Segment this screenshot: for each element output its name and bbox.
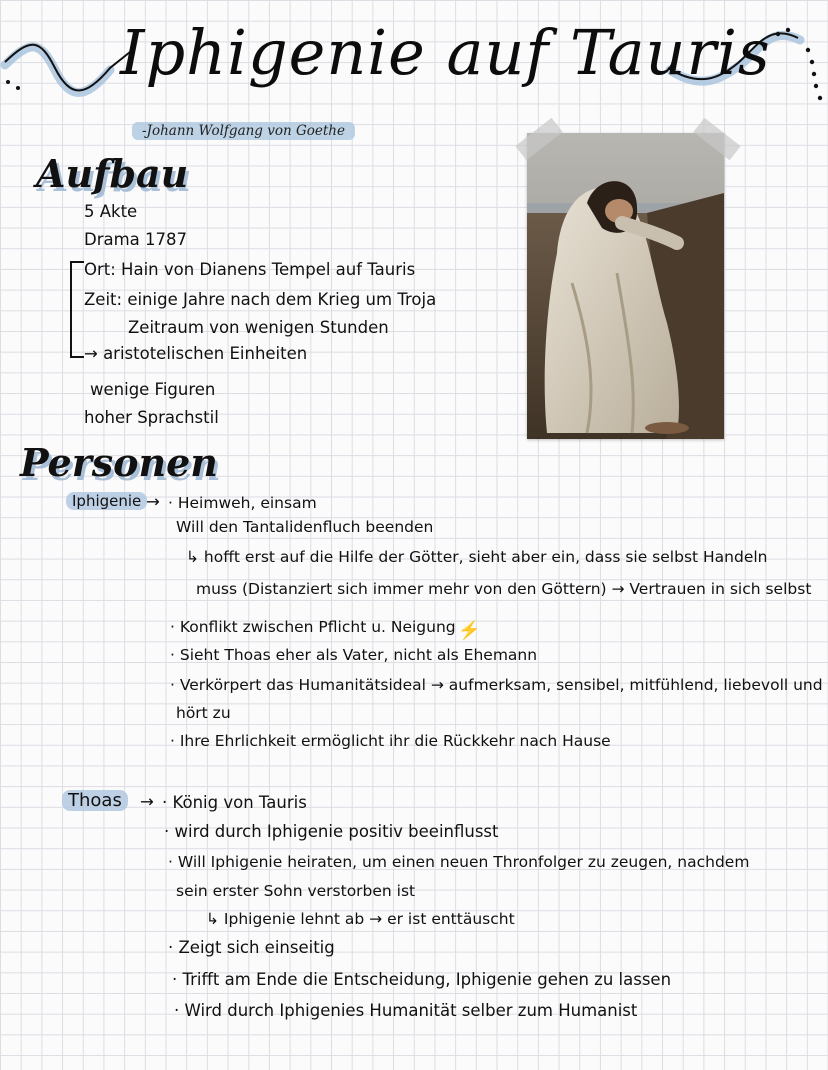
list-item: ↳ hofft erst auf die Hilfe der Götter, sieht aber ein, dass sie selbst Handeln — [186, 548, 768, 566]
list-item: · König von Tauris — [162, 793, 307, 812]
list-item: · Will Iphigenie heiraten, um einen neuen Thronfolger zu zeugen, nachdem — [168, 853, 750, 871]
list-item: wenige Figuren — [90, 380, 216, 399]
section-heading-aufbau: Aufbau — [36, 151, 189, 196]
list-item: Ort: Hain von Dianens Tempel auf Tauris — [84, 260, 416, 279]
list-item: · Verkörpert das Humanitätsideal → aufmerksam, sensibel, mitfühlend, liebevoll und — [170, 676, 823, 694]
list-item: Zeitraum von wenigen Stunden — [128, 318, 389, 337]
list-item: · Konflikt zwischen Pflicht u. Neigung — [170, 618, 456, 636]
arrow-icon: → — [140, 792, 154, 811]
list-item: → aristotelischen Einheiten — [84, 344, 308, 363]
list-item: sein erster Sohn verstorben ist — [176, 882, 416, 900]
section-heading-personen: Personen — [20, 440, 218, 485]
list-item: · Zeigt sich einseitig — [168, 938, 335, 957]
list-item: muss (Distanziert sich immer mehr von den Göttern) → Vertrauen in sich selbst — [196, 580, 812, 598]
list-item: ↳ Iphigenie lehnt ab → er ist enttäuscht — [206, 910, 515, 928]
list-item: hört zu — [176, 704, 231, 722]
list-item: Zeit: einige Jahre nach dem Krieg um Troja — [84, 290, 437, 309]
arrow-icon: → — [146, 492, 160, 511]
character-label-iphigenie: Iphigenie — [66, 492, 147, 510]
list-item: · wird durch Iphigenie positiv beeinflusst — [164, 822, 499, 841]
list-item: hoher Sprachstil — [84, 408, 219, 427]
character-label-thoas: Thoas — [62, 790, 128, 811]
list-item: · Heimweh, einsam — [168, 494, 317, 512]
page-title: Iphigenie auf Tauris — [120, 16, 771, 89]
list-item: 5 Akte — [84, 202, 138, 221]
list-item: · Trifft am Ende die Entscheidung, Iphigenie gehen zu lassen — [172, 970, 672, 989]
list-item: · Ihre Ehrlichkeit ermöglicht ihr die Rückkehr nach Hause — [170, 732, 611, 750]
list-item: · Sieht Thoas eher als Vater, nicht als Ehemann — [170, 646, 538, 664]
list-item: Drama 1787 — [84, 230, 188, 249]
lightning-icon: ⚡ — [458, 620, 481, 641]
list-item: Will den Tantalidenfluch beenden — [176, 518, 434, 536]
list-item: · Wird durch Iphigenies Humanität selber zum Humanist — [174, 1001, 638, 1020]
author-line: -Johann Wolfgang von Goethe — [132, 122, 355, 140]
iphigenie-painting-image — [527, 133, 724, 439]
bracket-line — [70, 261, 84, 358]
